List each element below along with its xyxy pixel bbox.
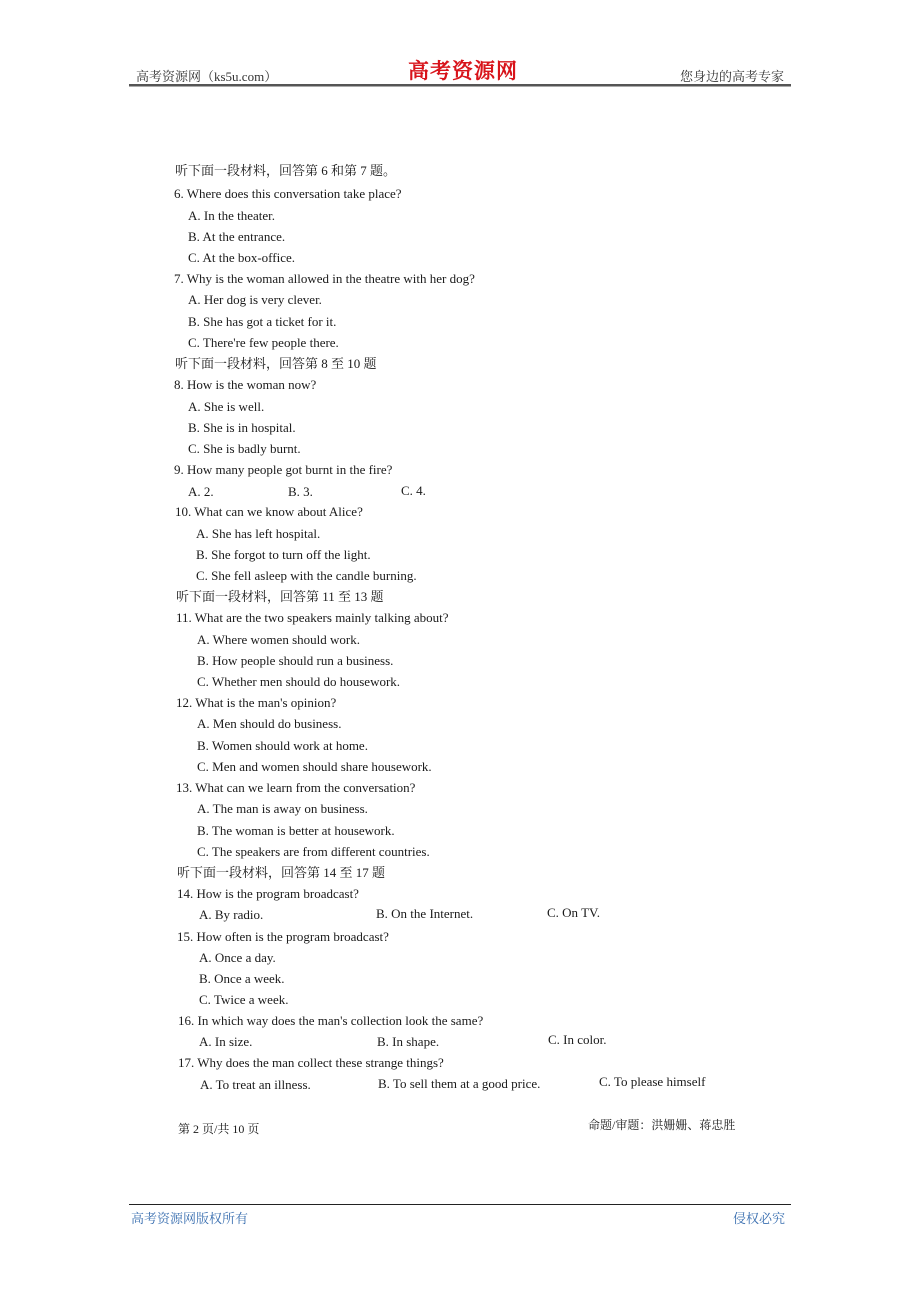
option-c: C. On TV. xyxy=(547,905,600,920)
page-number: 第 2 页/共 10 页 xyxy=(178,1122,260,1136)
question-stem: 16. In which way does the man's collection look the same? xyxy=(178,1013,484,1028)
option-c: C. Whether men should do housework. xyxy=(197,674,401,689)
option-c: C. 4. xyxy=(401,483,426,498)
header-divider xyxy=(129,84,791,87)
option-c: C. Men and women should share housework. xyxy=(197,759,432,774)
section-intro: 听下面一段材料，回答第 14 至 17 题 xyxy=(177,865,386,880)
question-stem: 8. How is the woman now? xyxy=(174,377,317,392)
option-c: C. There're few people there. xyxy=(188,335,339,350)
question-stem: 10. What can we know about Alice? xyxy=(175,504,363,519)
question-stem: 13. What can we learn from the conversation? xyxy=(176,780,416,795)
option-c: C. To please himself xyxy=(599,1074,706,1089)
question-stem: 12. What is the man's opinion? xyxy=(176,695,337,710)
option-c: C. She fell asleep with the candle burning. xyxy=(196,568,417,583)
option-a: A. The man is away on business. xyxy=(197,801,368,816)
question-stem: 15. How often is the program broadcast? xyxy=(177,929,389,944)
question-stem: 17. Why does the man collect these strange things? xyxy=(178,1055,444,1070)
option-b: B. She forgot to turn off the light. xyxy=(196,547,371,562)
footer-rights-notice: 侵权必究 xyxy=(732,1211,785,1226)
option-a: A. Her dog is very clever. xyxy=(188,292,322,307)
option-b: B. Once a week. xyxy=(199,971,285,986)
option-a: A. To treat an illness. xyxy=(200,1077,311,1092)
footer-divider xyxy=(129,1204,791,1205)
option-c: C. At the box-office. xyxy=(188,250,295,265)
option-a: A. By radio. xyxy=(199,907,264,922)
option-a: A. Men should do business. xyxy=(197,716,342,731)
section-intro: 听下面一段材料，回答第 8 至 10 题 xyxy=(175,356,377,371)
option-a: A. In size. xyxy=(199,1034,253,1049)
question-stem: 6. Where does this conversation take place? xyxy=(174,186,402,201)
header-logo: 高考资源网 xyxy=(408,59,518,83)
header-site-name: 高考资源网（ks5u.com） xyxy=(136,69,278,84)
section-intro: 听下面一段材料，回答第 11 至 13 题 xyxy=(176,589,384,604)
option-b: B. The woman is better at housework. xyxy=(197,823,395,838)
option-a: A. She has left hospital. xyxy=(196,526,321,541)
option-c: C. She is badly burnt. xyxy=(188,441,301,456)
question-stem: 9. How many people got burnt in the fire? xyxy=(174,462,393,477)
option-b: B. How people should run a business. xyxy=(197,653,394,668)
header-slogan: 您身边的高考专家 xyxy=(679,69,784,84)
option-b: B. Women should work at home. xyxy=(197,738,368,753)
option-c: C. In color. xyxy=(548,1032,607,1047)
footer-copyright: 高考资源网版权所有 xyxy=(131,1211,249,1226)
option-a: A. She is well. xyxy=(188,399,265,414)
option-a: A. Once a day. xyxy=(199,950,276,965)
option-b: B. To sell them at a good price. xyxy=(378,1076,541,1091)
option-a: A. 2. xyxy=(188,484,214,499)
option-b: B. At the entrance. xyxy=(188,229,286,244)
question-stem: 11. What are the two speakers mainly talking about? xyxy=(176,610,449,625)
authors-credit: 命题/审题：洪姗姗、蒋忠胜 xyxy=(588,1118,736,1132)
option-b: B. On the Internet. xyxy=(376,906,474,921)
option-a: A. Where women should work. xyxy=(197,632,360,647)
option-b: B. She has got a ticket for it. xyxy=(188,314,337,329)
option-a: A. In the theater. xyxy=(188,208,275,223)
question-stem: 14. How is the program broadcast? xyxy=(177,886,359,901)
option-c: C. The speakers are from different countries. xyxy=(197,844,430,859)
section-intro: 听下面一段材料，回答第 6 和第 7 题。 xyxy=(175,163,397,178)
option-c: C. Twice a week. xyxy=(199,992,289,1007)
question-stem: 7. Why is the woman allowed in the theatre with her dog? xyxy=(174,271,475,286)
option-b: B. 3. xyxy=(288,484,313,499)
option-b: B. In shape. xyxy=(377,1034,440,1049)
option-b: B. She is in hospital. xyxy=(188,420,296,435)
